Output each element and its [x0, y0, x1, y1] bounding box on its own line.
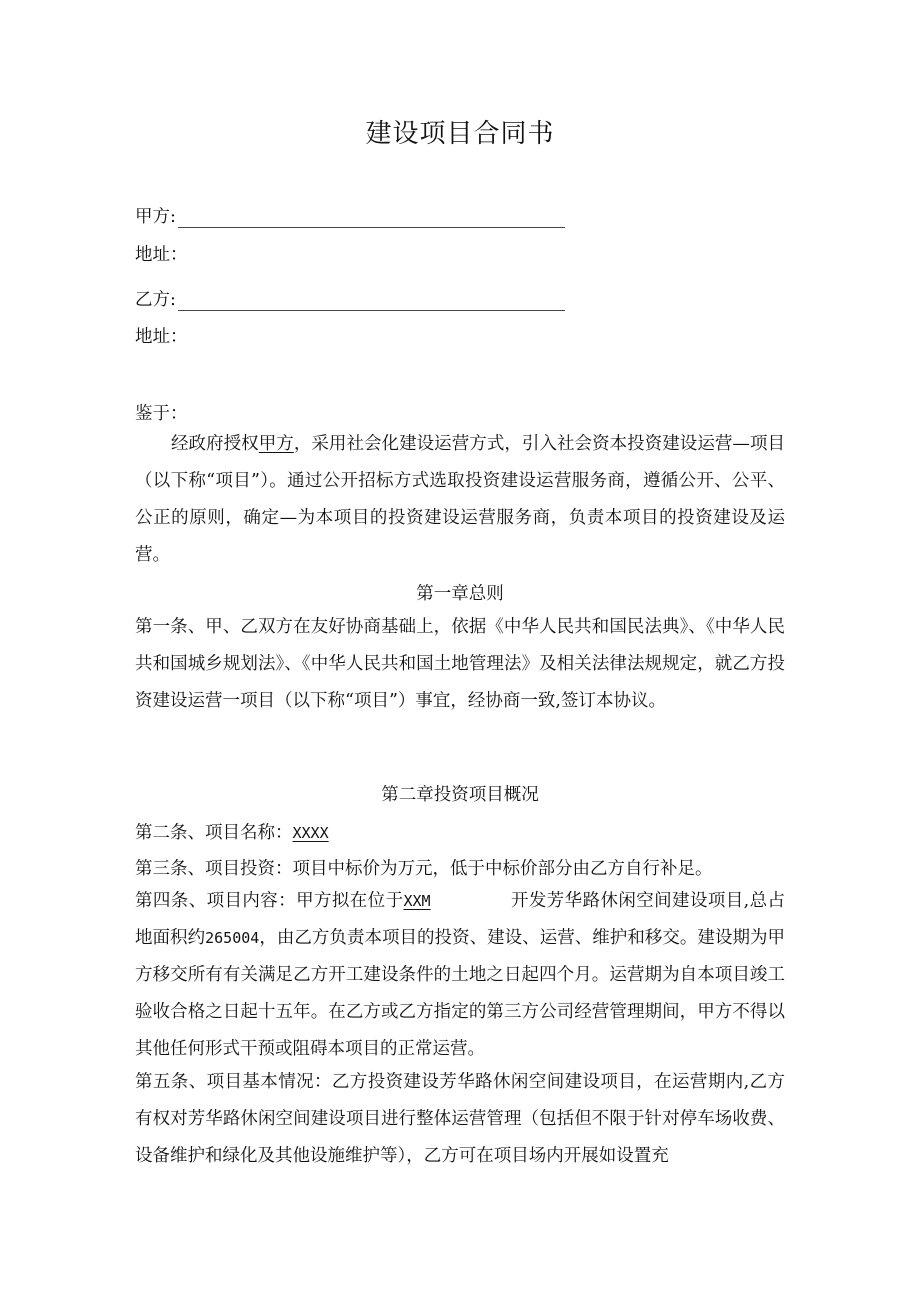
chapter-1-title: 第一章总则: [416, 584, 504, 604]
party-b-blank: [178, 292, 565, 311]
project-name-value: XXXX: [292, 824, 329, 842]
article-3: 第三条、项目投资：项目中标价为万元，低于中标价部分由乙方自行补足。: [135, 859, 713, 879]
document-title: 建设项目合同书: [365, 119, 555, 149]
project-area: 265004: [205, 929, 260, 947]
whereas-part2: ，采用社会化建设运营方式，引入社会资本投资建设运营—项目（以下称“项目”）。通过公开招标方式选取投资建设运营服务商，遵循公开、公平、公正的原则，确定—为本项目的投资建设运营服务商，负责本项目的投资建设及运营。: [135, 434, 786, 565]
party-a-label: 甲方:: [135, 207, 176, 227]
party-a-line: [135, 203, 565, 228]
article-4: [135, 883, 785, 1068]
whereas-part1: 经政府授权: [171, 434, 259, 454]
article-1: 第一条、甲、乙双方在友好协商基础上，依据《中华人民共和国民法典》、《中华人民共和国城乡规划法》、《中华人民共和国土地管理法》及相关法律法规规定，就乙方投资建设运营一项目（以下称“项目”）事宜，经协商一致,签订本协议。: [135, 617, 785, 711]
party-b-label: 乙方:: [135, 290, 176, 310]
article-4-rest: ，由乙方负责本项目的投资、建设、运营、维护和移交。建设期为甲方移交所有有关满足乙方开工建设条件的土地之日起四个月。运营期为自本项目竣工验收合格之日起十五年。在乙方或乙方指定的第三方公司经营管理期间，甲方不得以其他任何形式干预或阻碍本项目的正常运营。: [135, 928, 786, 1059]
article-5: 第五条、项目基本情况：乙方投资建设芳华路休闲空间建设项目，在运营期内,乙方有权对芳华路休闲空间建设项目进行整体运营管理（包括但不限于针对停车场收费、设备维护和绿化及其他设施维护等），乙方可在项目场内开展如设置充: [135, 1072, 785, 1166]
article-2-label: 第二条、项目名称：: [135, 823, 293, 843]
party-a-address: 地址：: [135, 245, 188, 265]
party-a-blank: [178, 209, 565, 228]
party-b-line: [135, 286, 565, 311]
article-4-body: 开发芳华路休闲空间建设项目,总占地面积约: [135, 891, 786, 948]
party-b-address: 地址：: [135, 327, 188, 347]
article-2: [135, 819, 329, 844]
whereas-party-a: 甲方: [258, 434, 294, 454]
whereas-label: 鉴于：: [135, 404, 188, 424]
article-4-prefix: 第四条、项目内容：甲方拟在位于: [135, 891, 404, 911]
whereas-paragraph: [135, 426, 785, 574]
project-location: XXM: [403, 892, 431, 910]
chapter-2-title: 第二章投资项目概况: [381, 785, 539, 805]
